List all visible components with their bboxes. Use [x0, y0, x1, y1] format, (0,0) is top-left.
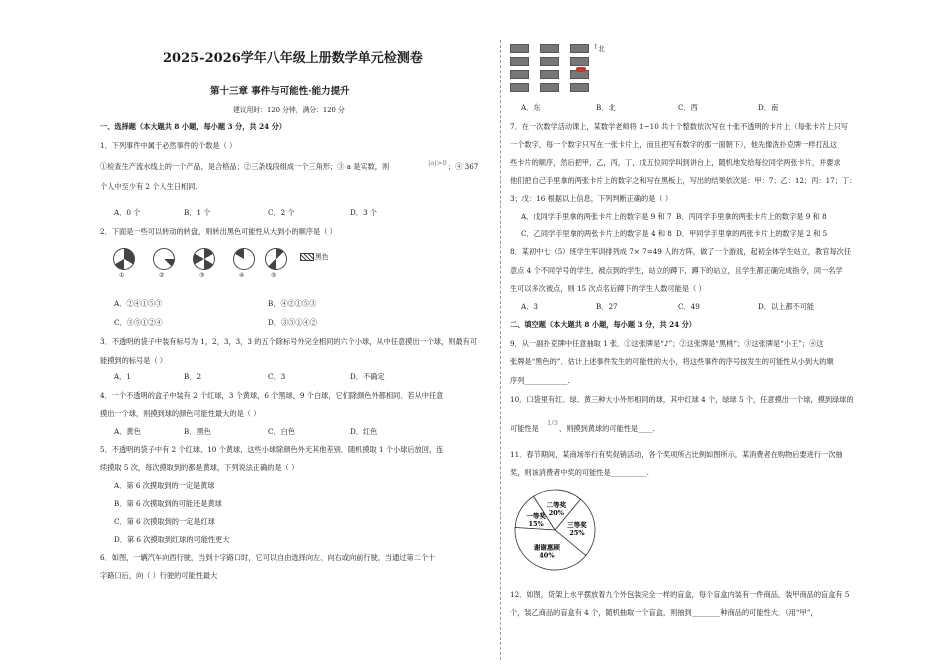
black-legend-swatch [300, 253, 314, 261]
road-block [540, 44, 559, 53]
q4-option-c[interactable]: C．白色 [268, 427, 296, 436]
q3-option-a[interactable]: A．1 [114, 372, 131, 381]
q6-stem: 6．如图，一辆汽车向西行驶，当到十字路口时，它可以自由选择向左、向右或向前行驶，当通过第二个十 [100, 553, 436, 562]
spinner-2 [153, 248, 175, 270]
q7-line: 些卡片的顺序，然后把甲，乙，丙，丁，戊五位同学叫到讲台上，随机地发给每位同学两张卡片，并要求 [510, 158, 841, 167]
pie-label-name: 谢谢惠顾 [533, 543, 560, 552]
q10-line2: 可能性是 [510, 424, 539, 433]
q8-option-a[interactable]: A．3 [521, 302, 538, 311]
road-block [570, 83, 589, 92]
q3-option-b[interactable]: B．2 [184, 372, 202, 381]
q7-option-d[interactable]: D．甲同学手里拿的两张卡片上的数字是 2 和 5 [676, 229, 828, 238]
q8-option-d[interactable]: D．以上都不可能 [758, 302, 815, 311]
q8-option-b[interactable]: B．27 [596, 302, 618, 311]
pie-label-percent: 20% [548, 509, 564, 518]
q7-line: 7．在一次数学活动课上，某数学老师将 1~10 共十个整数依次写在十张不透明的卡片上（每张卡片上只写 [510, 122, 848, 131]
q9-line: 序列____________. [510, 376, 570, 385]
q8-option-c[interactable]: C．49 [678, 302, 700, 311]
q11-line1: 11．春节期间，某商场举行有奖促销活动，各个奖项所占比例如图所示，某消费者在购物后要进行一次抽 [510, 450, 843, 459]
road-block [540, 83, 559, 92]
black-legend-label: 黑色 [315, 253, 329, 261]
q7-line: 3；戊：16 根据以上信息，下列判断正确的是（ ） [510, 194, 673, 203]
q2-stem: 2．下面是一些可以转动的转盘，则转出黑色可能性从大到小的顺序是（ ） [100, 227, 337, 236]
q4-option-d[interactable]: D．红色 [350, 427, 378, 436]
column-divider [500, 40, 501, 660]
q8-line: 生可以多次被点，则 15 次点名后蹲下的学生人数可能是（ ） [510, 284, 706, 293]
q6-option-a[interactable]: A．东 [521, 103, 541, 112]
q3-option-c[interactable]: C．3 [268, 372, 286, 381]
q9-line: 张牌是“黑色的”．估计上述事件发生的可能性的大小，将这些事件的序号按发生的可能性从小到大的顺 [510, 357, 834, 366]
pie-label-name: 三等奖 [567, 520, 587, 529]
car-icon [576, 67, 586, 72]
q7-line: 他们把自己手里拿的两张卡片上的数字之和写在黑板上，写出的结果依次是：甲：7；乙：12；丙：17；丁： [510, 176, 857, 185]
q6-option-d[interactable]: D．南 [758, 103, 779, 112]
q12-line1: 12．如图，货架上水平摆放着九个外包装完全一样的盲盒，每个盲盒内装有一件商品，装甲商品的盲盒有 5 [510, 590, 850, 599]
road-block [510, 70, 529, 79]
q1-option-c[interactable]: C．2 个 [268, 208, 295, 217]
q7-option-a[interactable]: A．戊同学手里拿的两张卡片上的数字是 9 和 7 [521, 212, 672, 221]
q5-option-a[interactable]: A．第 6 次摸取到的一定是黄球 [114, 481, 215, 490]
q5-option-d[interactable]: D．第 6 次摸取到红球的可能性更大 [114, 535, 230, 544]
pie-label-percent: 15% [528, 519, 544, 528]
north-label: 北 [598, 45, 605, 53]
q1-option-a[interactable]: A．0 个 [114, 208, 141, 217]
q8-line: 8．某初中七（5）班学生军训排列成 7× 7=49 人的方阵，做了一个游戏，起初全体学生站立，教官每次任 [510, 247, 852, 256]
north-arrow-icon: ↑ [593, 43, 599, 51]
q5-line2: 续摸取 5 次，每次摸取到的都是黄球，下列说法正确的是（ ） [100, 463, 299, 472]
spinner-5-label: ⑤ [271, 272, 277, 279]
q1-line2: ①检查生产流水线上的一个产品，是合格品；②三条线段组成一个三角形；③ a 是实数，则 [100, 162, 390, 171]
q1-stem: 1．下列事件中属于必然事件的个数是（ ） [100, 141, 237, 150]
q1-option-d[interactable]: D．3 个 [350, 208, 377, 217]
chapter-title: 第十三章 事件与可能性·能力提升 [210, 86, 350, 97]
pie-label-percent: 25% [569, 528, 585, 537]
q1-line2b: ；④ 367 [448, 162, 479, 171]
q4-option-a[interactable]: A．黄色 [114, 427, 141, 436]
q6-option-c[interactable]: C．西 [678, 103, 698, 112]
spinner-1 [113, 248, 135, 270]
q5-option-c[interactable]: C．第 6 次摸取到的一定是红球 [114, 517, 215, 526]
q8-line: 意点 4 个不同学号的学生，被点到的学生，站立的蹲下，蹲下的站立，且学生都正确完成指令，同一名学 [510, 266, 843, 275]
spinner-1-label: ① [119, 272, 125, 279]
q4-line2: 摸出一个球，则摸到球的颜色可能性最大的是（ ） [100, 409, 261, 418]
pie-label-name: 二等奖 [546, 501, 567, 510]
q7-line: 一个数字，每一个数字只写在一张卡片上，而且把写有数字的那一面朝下），他先像洗扑克牌一样打乱这 [510, 140, 838, 149]
q4-stem: 4．一个不透明的盒子中装有 2 个红球，3 个黄球，6 个黑球，9 个白球，它们除颜色外都相同．若从中任意 [100, 391, 444, 400]
q5-stem: 5．不透明的袋子中有 2 个红球、10 个黄球，这些小球除颜色外无其他差别．随机摸取 1 个小球后放回，连 [100, 445, 444, 454]
exam-meta: 建议用时：120 分钟，满分：120 分 [233, 106, 345, 114]
q3-stem: 3．不透明的袋子中装有标号为 1，2，3，3，3 的五个除标号外完全相同的六个小球，从中任意摸出一个球，则最有可 [100, 337, 478, 346]
q10-line1: 10．口袋里有红、绿、黄三种大小外形相同的球，其中红球 4 个，绿球 5 个，任意摸出一个球，摸到绿球的 [510, 395, 854, 404]
q10-line2b: ，则摸到黄球的可能性是____. [559, 424, 655, 433]
spinner-2-label: ② [159, 272, 165, 279]
q10-fraction-formula: 1/3 [547, 419, 558, 427]
section1-heading: 一、选择题（本大题共 8 小题，每小题 3 分，共 24 分） [100, 122, 286, 131]
road-block [510, 57, 529, 66]
exam-title: 2025-2026学年八年级上册数学单元检测卷 [163, 51, 423, 66]
q2-option-b[interactable]: B．④②①⑤③ [268, 299, 317, 308]
q9-line: 9．从一副扑克牌中任意抽取 1 张．①这张牌是“♪”；②这张牌是“黑桃”；③这张牌是“小王”；④这 [510, 339, 824, 348]
road-block [570, 44, 589, 53]
spinner-4 [233, 248, 255, 270]
q11-line2: 奖，则该消费者中奖的可能性是__________. [510, 468, 649, 477]
spinner-3 [193, 248, 215, 270]
spinner-5 [265, 248, 287, 270]
q7-option-b[interactable]: B．丙同学手里拿的两张卡片上的数字是 9 和 8 [676, 212, 827, 221]
road-block [510, 83, 529, 92]
q1-formula: |a|>0 [428, 159, 447, 167]
q6-line2: 字路口后，向（ ）行驶的可能性最大 [100, 571, 218, 580]
pie-label-percent: 40% [539, 551, 555, 560]
q12-line2: 个，装乙商品的盲盒有 4 个，随机抽取一个盲盒，则抽到________种商品的可能性大．（用“甲”， [510, 608, 818, 617]
q2-option-d[interactable]: D．③⑤①④② [268, 318, 317, 327]
road-block [510, 44, 529, 53]
q1-line3: 个人中至少有 2 个人生日相同. [100, 182, 198, 191]
q2-option-c[interactable]: C．③⑤①②④ [114, 318, 163, 327]
spinner-3-label: ③ [199, 272, 205, 279]
pie-label-name: 一等奖 [526, 511, 546, 520]
q2-option-a[interactable]: A．②④①⑤③ [114, 299, 163, 308]
road-block [570, 57, 589, 66]
q5-option-b[interactable]: B．第 6 次摸取到的可能还是黄球 [114, 499, 222, 508]
q1-option-b[interactable]: B．1 个 [184, 208, 211, 217]
q7-option-c[interactable]: C．乙同学手里拿的两张卡片上的数字是 4 和 8 [521, 229, 672, 238]
section2-heading: 二、填空题（本大题共 8 小题，每小题 3 分，共 24 分） [510, 320, 696, 329]
road-block [540, 70, 559, 79]
prize-pie-chart [510, 484, 610, 576]
q3-line2: 能摸到的标号是（ ） [100, 356, 167, 365]
q4-option-b[interactable]: B．黑色 [184, 427, 211, 436]
q3-option-d[interactable]: D．不确定 [350, 372, 385, 381]
q6-option-b[interactable]: B．北 [596, 103, 616, 112]
road-block [540, 57, 559, 66]
spinner-4-label: ④ [239, 272, 245, 279]
